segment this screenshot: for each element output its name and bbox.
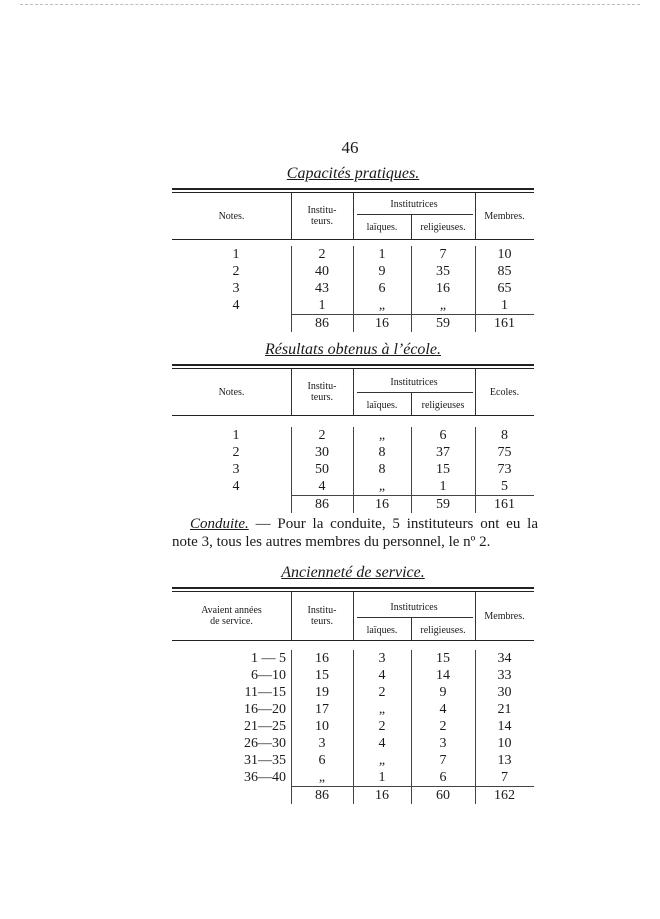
table3-header-instituteurs	[291, 592, 353, 640]
table3-r1-laiques: 3	[378, 651, 386, 666]
table2-r4-laiques: „	[378, 479, 386, 494]
table3-r5-religieuses: 2	[439, 719, 447, 734]
table3-r2-laiques: 4	[378, 668, 386, 683]
table3-r4-inst: 17	[315, 702, 329, 717]
table3-title-text: Ancienneté de service.	[281, 564, 425, 581]
table2-header-institutrices: Institutrices	[390, 377, 438, 388]
table2-title	[172, 341, 534, 359]
table3-r8-inst: „	[318, 770, 326, 785]
table1-r3-religieuses: 16	[436, 281, 450, 296]
table1-total-religieuses: 59	[436, 316, 450, 331]
table2-r3-note: 3	[232, 462, 240, 477]
table2-header-laiques: laïques.	[366, 400, 398, 411]
table2-r4-ecoles: 5	[501, 479, 508, 494]
table3-top-rule	[172, 587, 534, 589]
table2-r1-note: 1	[232, 428, 240, 443]
table1-r3-inst: 43	[315, 281, 329, 296]
table2-r2-inst: 30	[315, 445, 329, 460]
table3-header-annees	[172, 592, 291, 640]
table2-r2-ecoles: 75	[497, 445, 512, 460]
table2-r2-religieuses: 37	[436, 445, 450, 460]
table-row	[172, 461, 534, 478]
table2-header-instituteurs-l1: Institu-	[307, 381, 337, 392]
table3-header-membres: Membres.	[484, 610, 525, 622]
table3-header	[172, 592, 534, 641]
conduite-lead: Conduite.	[190, 516, 249, 532]
table-row	[172, 297, 534, 314]
table1-r1-religieuses: 7	[439, 247, 447, 262]
table1-header-laiques: laïques.	[366, 222, 398, 233]
table3-r6-inst: 3	[318, 736, 326, 751]
table-row	[172, 280, 534, 297]
table3-r4-annees: 16—20	[244, 702, 286, 717]
table2-r1-laiques: „	[378, 428, 386, 443]
table1-total-laiques: 16	[375, 316, 389, 331]
table1-header-instituteurs	[291, 193, 353, 239]
table3-total-membres: 162	[494, 788, 515, 803]
table2-total-laiques: 16	[375, 497, 389, 512]
table3-r2-membres: 33	[497, 668, 512, 683]
table1-header-religieuses: religieuses.	[420, 222, 466, 233]
table2-header-ecoles: Ecoles.	[489, 386, 520, 398]
table3-r4-membres: 21	[497, 702, 512, 717]
table1-total-inst: 86	[315, 316, 329, 331]
table3-r6-annees: 26—30	[244, 736, 286, 751]
table-row	[172, 701, 534, 718]
table-row	[172, 684, 534, 701]
table3-r2-inst: 15	[315, 668, 329, 683]
table3-r3-religieuses: 9	[439, 685, 447, 700]
table1-r4-note: 4	[232, 298, 240, 313]
table3-header-religieuses: religieuses.	[420, 625, 466, 636]
table-row	[172, 478, 534, 495]
table2-top-rule	[172, 364, 534, 366]
conduite-text: — Pour la conduite, 5 instituteurs ont eu la note 3, tous les autres membres du personnel, le nº 2.	[172, 516, 538, 550]
table3-r1-religieuses: 15	[436, 651, 450, 666]
table3-r7-inst: 6	[318, 753, 326, 768]
table1-r2-membres: 85	[497, 264, 512, 279]
table2-r3-inst: 50	[315, 462, 329, 477]
table3-r1-inst: 16	[315, 651, 329, 666]
table2-header-instituteurs-l2: teurs.	[311, 392, 333, 403]
table3-r8-laiques: 1	[378, 770, 386, 785]
table1-r4-laiques: „	[378, 298, 386, 313]
table3-r3-annees: 11—15	[244, 685, 286, 700]
table2-total-religieuses: 59	[436, 497, 450, 512]
table1-header-membres: Membres.	[484, 210, 525, 222]
page-number: 46	[341, 138, 359, 157]
table3-r8-annees: 36—40	[244, 770, 286, 785]
table1-title	[172, 165, 534, 183]
table3-r8-religieuses: 6	[439, 770, 447, 785]
table2-body	[172, 427, 534, 513]
table1-r4-religieuses: „	[439, 298, 447, 313]
table3-r3-laiques: 2	[378, 685, 386, 700]
table3-body	[172, 650, 534, 804]
table-row	[172, 444, 534, 461]
table1-header-instituteurs-l1: Institu-	[307, 205, 337, 216]
table2-r1-religieuses: 6	[439, 428, 447, 443]
table1-r4-membres: 1	[501, 298, 508, 313]
table-row	[172, 246, 534, 263]
table1-header	[172, 193, 534, 240]
table2	[172, 364, 534, 513]
table2-header-religieuses: religieuses	[421, 400, 465, 411]
table-row-total	[172, 496, 534, 513]
table3-r6-membres: 10	[497, 736, 512, 751]
table2-r4-inst: 4	[318, 479, 326, 494]
table1-r1-laiques: 1	[378, 247, 386, 262]
table1-r2-note: 2	[232, 264, 240, 279]
table1-r2-inst: 40	[315, 264, 329, 279]
table1-r3-laiques: 6	[378, 281, 386, 296]
table2-title-text: Résultats obtenus à l’école.	[265, 341, 441, 358]
table1-top-rule	[172, 188, 534, 190]
table1	[172, 188, 534, 332]
table1-r1-note: 1	[232, 247, 240, 262]
table-row	[172, 667, 534, 684]
table-row-total	[172, 787, 534, 804]
table3-r4-religieuses: 4	[439, 702, 447, 717]
table2-r1-inst: 2	[318, 428, 326, 443]
table1-header-notes: Notes.	[218, 210, 245, 222]
table3-r2-annees: 6—10	[251, 668, 286, 683]
table2-r2-note: 2	[232, 445, 240, 460]
table3-total-inst: 86	[315, 788, 329, 803]
table3-header-laiques: laïques.	[366, 625, 398, 636]
table2-header-instituteurs	[291, 369, 353, 415]
table-row	[172, 263, 534, 280]
table1-title-text: Capacités pratiques.	[286, 165, 420, 182]
table2-r4-religieuses: 1	[439, 479, 447, 494]
table2-header-notes: Notes.	[218, 386, 245, 398]
table3-r7-laiques: „	[378, 753, 386, 768]
table2-r3-religieuses: 15	[436, 462, 450, 477]
table1-r2-religieuses: 35	[436, 264, 450, 279]
table3-r1-annees: 1 — 5	[251, 651, 286, 666]
table3-r5-inst: 10	[315, 719, 329, 734]
table3-r7-religieuses: 7	[439, 753, 447, 768]
table-row	[172, 752, 534, 769]
table3-r2-religieuses: 14	[436, 668, 450, 683]
table-row	[172, 718, 534, 735]
table3-r7-membres: 13	[497, 753, 512, 768]
table-row-total	[172, 315, 534, 332]
table1-body	[172, 246, 534, 332]
table3-header-instituteurs-l2: teurs.	[311, 616, 333, 627]
table3-header-annees-l2: de service.	[210, 616, 253, 627]
conduite-paragraph	[172, 515, 538, 551]
table3	[172, 587, 534, 804]
table1-r1-inst: 2	[318, 247, 326, 262]
table1-header-institutrices: Institutrices	[390, 199, 438, 210]
table2-total-inst: 86	[315, 497, 329, 512]
table-row	[172, 769, 534, 786]
table3-r5-annees: 21—25	[244, 719, 286, 734]
table3-r7-annees: 31—35	[244, 753, 286, 768]
table2-r3-ecoles: 73	[497, 462, 512, 477]
table3-title	[172, 564, 534, 582]
table3-header-institutrices: Institutrices	[390, 602, 438, 613]
table3-r5-membres: 14	[497, 719, 512, 734]
table1-r3-membres: 65	[497, 281, 512, 296]
table3-r8-membres: 7	[501, 770, 508, 785]
table2-r1-ecoles: 8	[501, 428, 508, 443]
table1-r1-membres: 10	[497, 247, 512, 262]
table3-r3-membres: 30	[497, 685, 512, 700]
table3-r6-religieuses: 3	[439, 736, 447, 751]
table2-header	[172, 369, 534, 416]
table-row	[172, 650, 534, 667]
table3-header-instituteurs-l1: Institu-	[307, 605, 337, 616]
table1-r2-laiques: 9	[378, 264, 386, 279]
table3-r6-laiques: 4	[378, 736, 386, 751]
table3-total-laiques: 16	[375, 788, 389, 803]
table2-total-ecoles: 161	[494, 497, 515, 512]
table3-total-religieuses: 60	[436, 788, 450, 803]
table2-r2-laiques: 8	[378, 445, 386, 460]
table1-total-membres: 161	[494, 316, 515, 331]
page-edge-dashes	[20, 4, 640, 5]
table3-r4-laiques: „	[378, 702, 386, 717]
table3-r5-laiques: 2	[378, 719, 386, 734]
table2-r4-note: 4	[232, 479, 240, 494]
table2-r3-laiques: 8	[378, 462, 386, 477]
table-row	[172, 735, 534, 752]
table-row	[172, 427, 534, 444]
table1-header-instituteurs-l2: teurs.	[311, 216, 333, 227]
table1-r3-note: 3	[232, 281, 240, 296]
table1-r4-inst: 1	[318, 298, 326, 313]
table3-header-annees-l1: Avaient années	[201, 605, 262, 616]
table3-r3-inst: 19	[315, 685, 329, 700]
table3-r1-membres: 34	[497, 651, 512, 666]
